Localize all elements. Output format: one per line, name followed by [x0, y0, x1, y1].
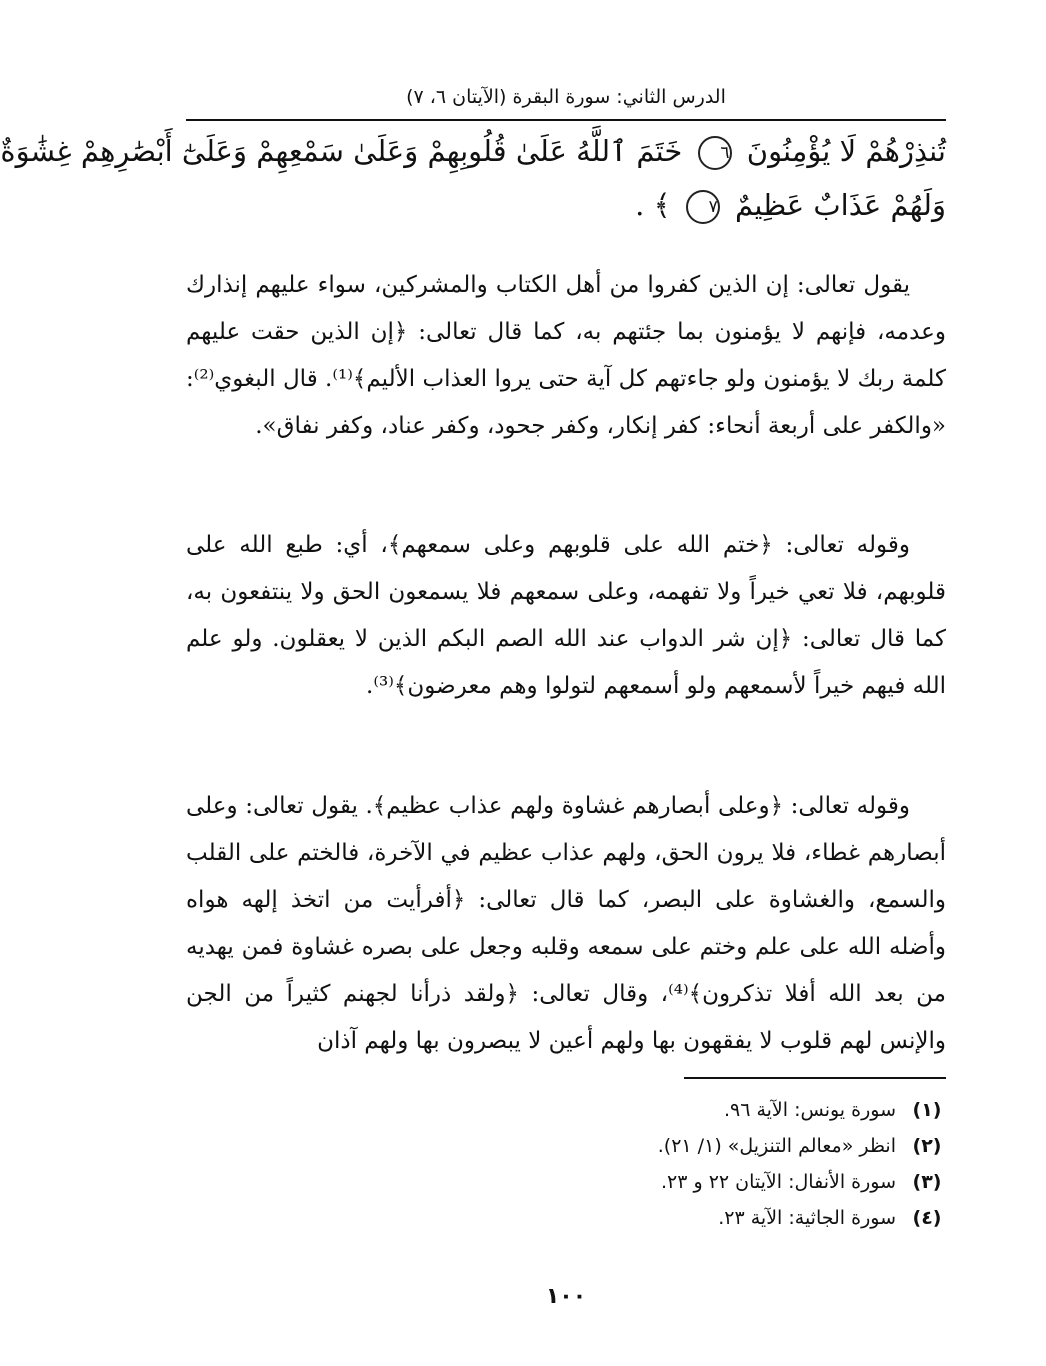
verse-line-2	[186, 178, 946, 232]
footnote-number: (٢)	[912, 1135, 942, 1157]
paragraph-text: وقوله تعالى: ﴿وعلى أبصارهم غشاوة ولهم عذاب عظيم﴾. يقول تعالى: وعلى أبصارهم غطاء، فلا يرون الحق، ولهم عذاب عظيم في الآخرة، فالختم على القلب والسمع، والغشاوة على البصر، كما قال تعالى: ﴿أفرأيت من اتخذ إلهه هواه وأضله الله على علم وختم على سمعه وقلبه وجعل على بصره غشاوة فمن يهديه من بعد الله أفلا تذكرون﴾⁽⁴⁾، وقال تعالى: ﴿ولقد ذرأنا لجهنم كثيراً من الجن والإنس لهم قلوب لا يفقهون بها ولهم أعين لا يبصرون بها ولهم آذان	[186, 793, 946, 1054]
verse-text-ayah-7-end: وَلَهُمْ عَذَابٌ عَظِيمٌ	[735, 188, 946, 222]
footnote-number: (٤)	[912, 1207, 942, 1229]
footnote-separator	[684, 1077, 946, 1079]
commentary-paragraph-2	[186, 522, 946, 710]
footnotes-list	[186, 1092, 946, 1236]
paragraph-text: يقول تعالى: إن الذين كفروا من أهل الكتاب والمشركين، سواء عليهم إنذارك وعدمه، فإنهم لا يؤمنون بما جئتهم به، كما قال تعالى: ﴿إن الذين حقت عليهم كلمة ربك لا يؤمنون ولو جاءتهم كل آية حتى يروا العذاب الأليم﴾⁽¹⁾. قال البغوي⁽²⁾: «والكفر على أربعة أنحاء: كفر إنكار، وكفر جحود، وكفر عناد، وكفر نفاق».	[186, 272, 946, 439]
footnote-item	[186, 1092, 946, 1128]
running-header: الدرس الثاني: سورة البقرة (الآيتان ٦، ٧)	[406, 86, 726, 108]
verse-text-end-of-ayah-6: تُنذِرْهُمْ لَا يُؤْمِنُونَ	[746, 134, 946, 168]
ayah-number-marker-6: ٦	[698, 136, 732, 170]
footnote-text: سورة يونس: الآية ٩٦.	[723, 1099, 896, 1121]
footnote-number: (١)	[912, 1099, 942, 1121]
verse-line-1	[0, 124, 946, 178]
commentary-paragraph-3	[186, 783, 946, 1065]
paragraph-text: وقوله تعالى: ﴿ختم الله على قلوبهم وعلى سمعهم﴾، أي: طبع الله على قلوبهم، فلا تعي خيراً ولا تفهمه، وعلى سمعهم فلا يسمعون الحق ولا ينتفعون به، كما قال تعالى: ﴿إن شر الدواب عند الله الصم البكم الذين لا يعقلون. ولو علم الله فيهم خيراً لأسمعهم ولو أسمعهم لتولوا وهم معرضون﴾⁽³⁾.	[186, 532, 946, 699]
footnote-number: (٣)	[912, 1171, 942, 1193]
ayah-number-marker-7: ٧	[686, 190, 720, 224]
footnote-text: سورة الأنفال: الآيتان ٢٢ و ٢٣.	[660, 1171, 896, 1193]
commentary-paragraph-1	[186, 262, 946, 450]
footnote-item	[186, 1164, 946, 1200]
footnote-item	[186, 1200, 946, 1236]
footnote-item	[186, 1128, 946, 1164]
quran-verse-block	[0, 124, 946, 232]
header-rule	[186, 119, 946, 121]
verse-text-ayah-7-start: خَتَمَ ٱللَّهُ عَلَىٰ قُلُوبِهِمْ وَعَلَىٰ سَمْعِهِمْ وَعَلَىٰٓ أَبْصَٰرِهِمْ غِشَٰوَةٌ	[0, 134, 683, 168]
page-number: ١٠٠	[545, 1284, 587, 1309]
footnote-text: انظر «معالم التنزيل» (١/ ٢١).	[657, 1135, 896, 1157]
verse-closing-bracket: ﴾ .	[635, 188, 671, 222]
footnote-text: سورة الجاثية: الآية ٢٣.	[718, 1207, 896, 1229]
